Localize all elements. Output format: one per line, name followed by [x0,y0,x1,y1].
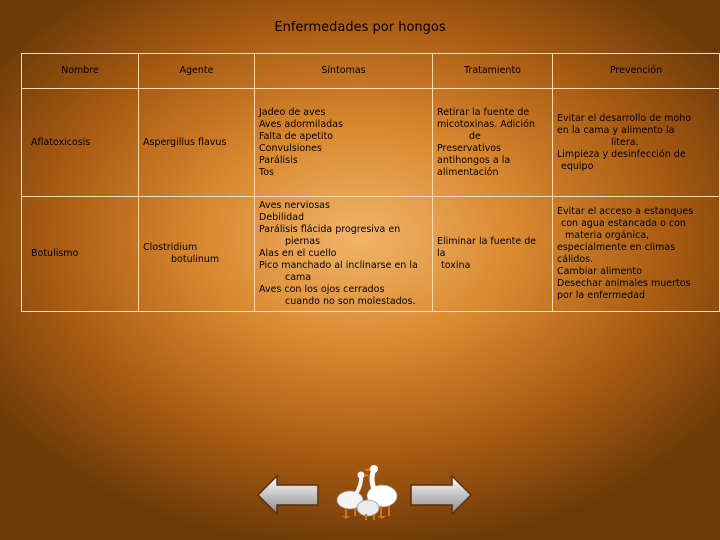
line: botulinum [171,254,220,265]
line: toxina [441,260,471,271]
cell-agente: Aspergillus flavus [139,89,255,197]
line: la [437,248,446,259]
line: equipo [561,160,594,172]
cell-sintomas [255,197,433,312]
line: micotoxinas. Adición [437,118,535,130]
header-nombre: Nombre [22,54,139,89]
cell-tratamiento [433,89,553,197]
cell-prevencion [553,197,720,312]
header-agente: Agente [139,54,255,89]
line: Cambiar alimento [557,266,642,277]
arrow-left-icon [258,476,318,514]
line: piernas [285,236,321,247]
line: Clostridium [143,242,198,253]
line: antihongos a la [437,154,511,166]
line: por la enfermedad [557,290,646,301]
line: especialmente en climas [557,242,676,253]
line: con agua estancada o con [561,218,686,229]
geese-image [328,462,410,522]
line: materia orgánica, [565,230,650,241]
cell-nombre: Aflatoxicosis [22,89,139,197]
line: Evitar el acceso a estanques [557,206,694,217]
line: Tos [259,166,274,178]
line: Aves nerviosas [259,200,330,211]
line: cama [285,272,312,283]
cell-prevencion [553,89,720,197]
line: alimentación [437,166,499,178]
previous-arrow-button[interactable] [257,474,319,516]
line: Debilidad [259,212,304,223]
cell-agente [139,197,255,312]
table-row [22,89,720,197]
header-sintomas: Síntomas [255,54,433,89]
line: Aves adormiladas [259,118,343,130]
arrow-right-icon [411,476,471,514]
line: Convulsiones [259,142,322,154]
line: Aves con los ojos cerrados [259,284,385,295]
line: cuando no son molestados. [285,296,416,307]
cell-nombre: Botulismo [22,197,139,312]
table-row [22,197,720,312]
table-header-row [22,54,720,89]
line: Parálisis flácida progresiva en [259,224,401,235]
line: en la cama y alimento la [557,124,675,136]
header-prevencion: Prevención [553,54,720,89]
header-tratamiento: Tratamiento [433,54,553,89]
diseases-table [21,53,720,312]
line: Desechar animales muertos [557,278,691,289]
line: Limpieza y desinfección de [557,148,686,160]
line: Preservativos [437,142,501,154]
line: Evitar el desarrollo de moho [557,112,692,124]
line: Pico manchado al inclinarse en la [259,260,418,271]
line: de [469,130,481,142]
line: Retirar la fuente de [437,106,530,118]
cell-tratamiento [433,197,553,312]
cell-sintomas [255,89,433,197]
line: litera. [611,136,639,148]
line: Falta de apetito [259,130,334,142]
line: Jadeo de aves [259,106,326,118]
page-title: Enfermedades por hongos [274,20,446,35]
next-arrow-button[interactable] [410,474,472,516]
line: cálidos. [557,254,594,265]
line: Parálisis [259,154,298,166]
line: Eliminar la fuente de [437,236,537,247]
line: Alas en el cuello [259,248,337,259]
